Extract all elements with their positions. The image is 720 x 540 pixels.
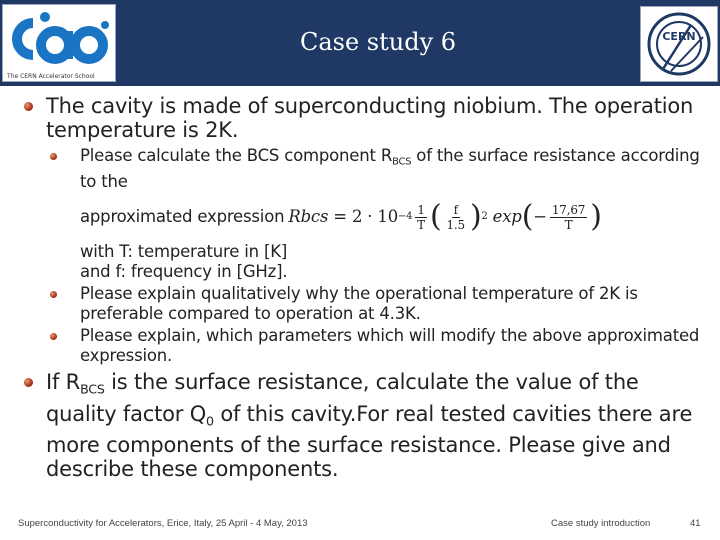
sub-bullet-item: [50, 326, 704, 366]
bcs-formula: Rbcs = 2 · 10 −4 $\frac{1}{T}$ ( $\frac{f}{1.5}$ ) 2 exp ( − $\frac{17,67}{T}$ ): [288, 199, 602, 235]
subscript: BCS: [392, 156, 412, 168]
cern-logo: [640, 6, 718, 82]
fraction-denominator: 1.5: [446, 217, 465, 232]
bullet-text: The cavity is made of superconducting niobium. The operation temperature is 2K.: [46, 94, 694, 142]
bullet-text: If R: [46, 370, 81, 395]
sub-bullet-text: Please explain qualitatively why the operational temperature of 2K is preferable compared to operation at 4.3K.: [80, 284, 638, 324]
bullet-text: of this cavity.For real tested cavities there are more components of the surface resistance. Please give and describe these components.: [46, 401, 693, 482]
fraction-numerator: 17,67: [551, 202, 586, 217]
bullet-item: [24, 94, 704, 142]
slide-content: [24, 94, 704, 485]
formula-label: approximated expression: [80, 207, 285, 227]
sub-bullet-line: and f: frequency in [GHz].: [80, 262, 288, 282]
header-bar: [0, 0, 720, 86]
formula-exponent: −4: [398, 211, 413, 223]
formula-function: exp: [492, 207, 522, 227]
bullet-icon: [50, 333, 57, 340]
fraction-numerator: 1: [417, 202, 425, 217]
subscript: BCS: [80, 381, 105, 397]
bullet-icon: [24, 378, 33, 387]
fraction: [415, 203, 427, 232]
bullet-icon: [50, 153, 57, 160]
bullet-text: is the surface resistance, calculate the value of the quality factor Q: [46, 370, 639, 426]
formula-line: [80, 192, 704, 242]
sub-bullet-item: [50, 284, 704, 324]
fraction-denominator: T: [417, 217, 425, 232]
bullet-icon: [24, 102, 33, 111]
sub-bullet-text: Please explain, which parameters which will modify the above approximated expression.: [80, 326, 700, 366]
sub-bullet-line: with T: temperature in [K]: [80, 242, 288, 262]
sub-bullet-text: of the surface resistance according to the: [80, 146, 700, 192]
footer-section: Case study introduction: [551, 518, 651, 529]
formula-coef: 2 · 10: [351, 207, 398, 227]
sub-bullet-text: Please calculate the BCS component R: [80, 146, 393, 165]
footer-event: Superconductivity for Accelerators, Erice, Italy, 25 April - 4 May, 2013: [18, 518, 308, 529]
slide-title: Case study 6: [299, 28, 457, 56]
cas-logo-caption: The CERN Accelerator School: [7, 73, 95, 80]
fraction-numerator: f: [453, 202, 458, 217]
bullet-item: [24, 370, 704, 481]
cern-logo-text: CERN: [662, 30, 696, 43]
subscript: 0: [206, 413, 214, 429]
fraction: [445, 203, 467, 232]
sub-bullet-item: [50, 146, 704, 282]
bullet-icon: [50, 291, 57, 298]
fraction-denominator: T: [564, 217, 573, 232]
page-number: 41: [690, 518, 701, 529]
fraction: [550, 203, 587, 232]
formula-lhs: Rbcs: [288, 207, 329, 227]
formula-power: 2: [481, 211, 488, 223]
